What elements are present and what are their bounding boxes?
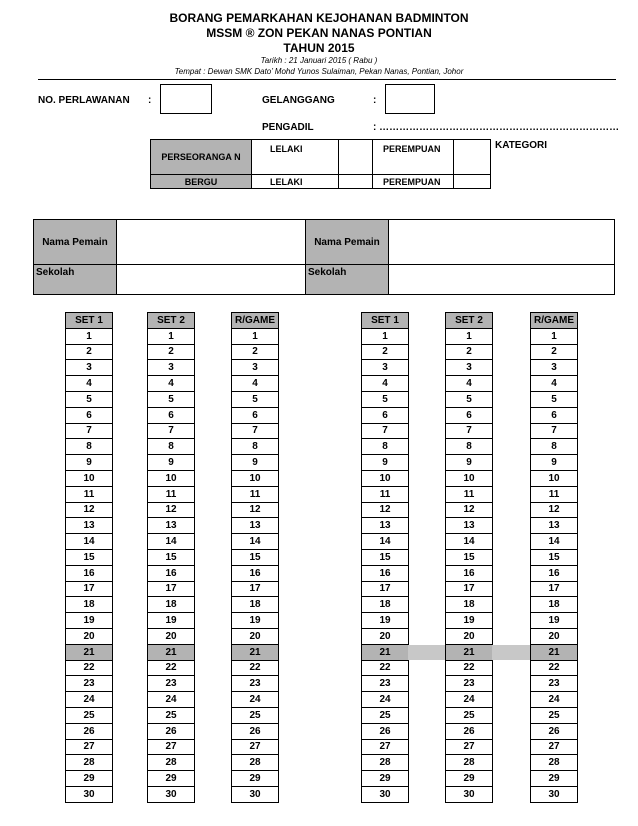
score-cell[interactable]: 7 xyxy=(148,423,195,439)
score-cell[interactable]: 12 xyxy=(66,502,113,518)
score-cell[interactable]: 13 xyxy=(232,518,279,534)
score-cell[interactable]: 5 xyxy=(66,391,113,407)
score-cell[interactable]: 4 xyxy=(66,376,113,392)
score-cell[interactable]: 28 xyxy=(66,755,113,771)
score-cell[interactable]: 30 xyxy=(66,786,113,802)
score-cell[interactable]: 21 xyxy=(66,644,113,660)
score-cell[interactable]: 29 xyxy=(232,771,279,787)
score-cell[interactable]: 19 xyxy=(232,613,279,629)
score-cell[interactable]: 9 xyxy=(362,455,409,471)
score-cell[interactable]: 20 xyxy=(66,628,113,644)
score-cell[interactable]: 4 xyxy=(232,376,279,392)
score-cell[interactable]: 17 xyxy=(66,581,113,597)
team-male-label: LELAKI xyxy=(252,175,339,189)
form-title: BORANG PEMARKAHAN KEJOHANAN BADMINTON xyxy=(169,11,469,25)
score-cell[interactable]: 22 xyxy=(446,660,493,676)
match-no-label: NO. PERLAWANAN xyxy=(38,95,130,106)
score-col-set1-left xyxy=(65,312,113,803)
score-cell[interactable]: 23 xyxy=(148,676,195,692)
score-header: SET 1 xyxy=(66,313,113,329)
score-cell[interactable]: 5 xyxy=(148,391,195,407)
header-rule xyxy=(38,79,616,80)
score-cell[interactable]: 27 xyxy=(531,739,578,755)
score-cell[interactable]: 15 xyxy=(148,549,195,565)
team-male-box[interactable] xyxy=(339,175,373,189)
score-cell[interactable]: 22 xyxy=(232,660,279,676)
umpire-label: PENGADIL xyxy=(262,122,314,133)
score-cell[interactable]: 13 xyxy=(148,518,195,534)
score-cell[interactable]: 2 xyxy=(362,344,409,360)
score-cell[interactable]: 11 xyxy=(531,486,578,502)
score-cell[interactable]: 23 xyxy=(362,676,409,692)
score-cell[interactable]: 4 xyxy=(362,376,409,392)
score-cell[interactable]: 17 xyxy=(362,581,409,597)
score-cell[interactable]: 12 xyxy=(148,502,195,518)
score-cell[interactable]: 24 xyxy=(362,692,409,708)
score-cell[interactable]: 4 xyxy=(446,376,493,392)
single-cell: PERSEORANGA N xyxy=(151,140,252,175)
score-cell[interactable]: 7 xyxy=(232,423,279,439)
score-cell[interactable]: 14 xyxy=(362,534,409,550)
name-field-left[interactable] xyxy=(117,220,306,265)
score-cell[interactable]: 8 xyxy=(446,439,493,455)
score-cell[interactable]: 4 xyxy=(148,376,195,392)
score-cell[interactable]: 9 xyxy=(446,455,493,471)
school-field-left[interactable] xyxy=(117,265,306,295)
score-header: R/GAME xyxy=(531,313,578,329)
score-cell[interactable]: 21 xyxy=(232,644,279,660)
score-cell[interactable]: 19 xyxy=(446,613,493,629)
score-cell[interactable]: 27 xyxy=(446,739,493,755)
court-colon: : xyxy=(373,95,377,106)
score-cell[interactable]: 12 xyxy=(446,502,493,518)
score-cell[interactable]: 29 xyxy=(66,771,113,787)
score-cell[interactable]: 1 xyxy=(148,328,195,344)
score-cell[interactable]: 24 xyxy=(531,692,578,708)
score-cell[interactable]: 3 xyxy=(148,360,195,376)
score-cell[interactable]: 21 xyxy=(531,644,578,660)
score-header: SET 1 xyxy=(362,313,409,329)
score-cell[interactable]: 15 xyxy=(66,549,113,565)
score-cell[interactable]: 9 xyxy=(66,455,113,471)
score-cell[interactable]: 19 xyxy=(66,613,113,629)
score-cell[interactable]: 28 xyxy=(446,755,493,771)
score-cell[interactable]: 1 xyxy=(362,328,409,344)
score-cell[interactable]: 13 xyxy=(362,518,409,534)
score-cell[interactable]: 26 xyxy=(66,723,113,739)
score-col-rgame-left xyxy=(231,312,279,803)
score-cell[interactable]: 23 xyxy=(232,676,279,692)
score-cell[interactable]: 27 xyxy=(66,739,113,755)
name-label-right: Nama Pemain xyxy=(306,220,389,265)
score-cell[interactable]: 15 xyxy=(531,549,578,565)
score-cell[interactable]: 24 xyxy=(232,692,279,708)
score-cell[interactable]: 25 xyxy=(362,707,409,723)
score-cell[interactable]: 10 xyxy=(232,470,279,486)
score-cell[interactable]: 1 xyxy=(66,328,113,344)
score-cell[interactable]: 21 xyxy=(148,644,195,660)
score-cell[interactable]: 21 xyxy=(362,644,409,660)
score-cell[interactable]: 25 xyxy=(446,707,493,723)
score-cell[interactable]: 7 xyxy=(446,423,493,439)
score-cell[interactable]: 10 xyxy=(66,470,113,486)
score-cell[interactable]: 15 xyxy=(232,549,279,565)
score-cell[interactable]: 14 xyxy=(66,534,113,550)
zone-title: MSSM ® ZON PEKAN NANAS PONTIAN xyxy=(206,26,432,40)
score-cell[interactable]: 22 xyxy=(66,660,113,676)
venue-text: Tempat : Dewan SMK Dato’ Mohd Yunos Sulaiman, Pekan Nanas, Pontian, Johor xyxy=(174,67,464,76)
score-cell[interactable]: 3 xyxy=(232,360,279,376)
score-col-rgame-right xyxy=(530,312,578,803)
score-cell[interactable]: 29 xyxy=(362,771,409,787)
score-cell[interactable]: 22 xyxy=(362,660,409,676)
score-cell[interactable]: 1 xyxy=(531,328,578,344)
team-female-box[interactable] xyxy=(454,175,491,189)
score-cell[interactable]: 2 xyxy=(232,344,279,360)
category-table xyxy=(150,139,491,189)
score-cell[interactable]: 3 xyxy=(531,360,578,376)
score-cell[interactable]: 20 xyxy=(531,628,578,644)
score-cell[interactable]: 12 xyxy=(362,502,409,518)
score-cell[interactable]: 6 xyxy=(148,407,195,423)
score-header: SET 2 xyxy=(148,313,195,329)
score-cell[interactable]: 15 xyxy=(446,549,493,565)
score-cell[interactable]: 6 xyxy=(531,407,578,423)
score-cell[interactable]: 17 xyxy=(531,581,578,597)
score-cell[interactable]: 2 xyxy=(148,344,195,360)
score-cell[interactable]: 19 xyxy=(148,613,195,629)
score-cell[interactable]: 5 xyxy=(531,391,578,407)
score-cell[interactable]: 19 xyxy=(531,613,578,629)
score-cell[interactable]: 20 xyxy=(148,628,195,644)
score-cell[interactable]: 12 xyxy=(232,502,279,518)
score-cell[interactable]: 30 xyxy=(531,786,578,802)
score-cell[interactable]: 12 xyxy=(531,502,578,518)
score-cell[interactable]: 11 xyxy=(362,486,409,502)
score-header: SET 2 xyxy=(446,313,493,329)
score-cell[interactable]: 11 xyxy=(66,486,113,502)
score-cell[interactable]: 29 xyxy=(148,771,195,787)
score-cell[interactable]: 25 xyxy=(66,707,113,723)
score-cell[interactable]: 26 xyxy=(148,723,195,739)
score-cell[interactable]: 13 xyxy=(531,518,578,534)
score-cell[interactable]: 6 xyxy=(362,407,409,423)
court-label: GELANGGANG xyxy=(262,95,335,106)
score-cell[interactable]: 18 xyxy=(531,597,578,613)
court-field[interactable] xyxy=(385,84,435,114)
score-cell[interactable]: 8 xyxy=(362,439,409,455)
score-cell[interactable]: 8 xyxy=(232,439,279,455)
score-cell[interactable]: 26 xyxy=(446,723,493,739)
score-cell[interactable]: 14 xyxy=(531,534,578,550)
score-cell[interactable]: 10 xyxy=(362,470,409,486)
school-label-right: Sekolah xyxy=(306,265,389,295)
score-cell[interactable]: 13 xyxy=(446,518,493,534)
score-col-set1-right xyxy=(361,312,409,803)
score-cell[interactable]: 3 xyxy=(66,360,113,376)
score-cell[interactable]: 7 xyxy=(531,423,578,439)
score-cell[interactable]: 9 xyxy=(148,455,195,471)
score-cell[interactable]: 15 xyxy=(362,549,409,565)
score-cell[interactable]: 16 xyxy=(232,565,279,581)
score-cell[interactable]: 18 xyxy=(148,597,195,613)
score-cell[interactable]: 24 xyxy=(66,692,113,708)
score-cell[interactable]: 26 xyxy=(531,723,578,739)
score-cell[interactable]: 6 xyxy=(446,407,493,423)
single-female-label: PEREMPUAN xyxy=(373,140,454,175)
score-cell[interactable]: 16 xyxy=(362,565,409,581)
name-label-left: Nama Pemain xyxy=(34,220,117,265)
team-cell: BERGU xyxy=(151,175,252,189)
score-cell[interactable]: 25 xyxy=(232,707,279,723)
score-cell[interactable]: 10 xyxy=(531,470,578,486)
score-cell[interactable]: 2 xyxy=(446,344,493,360)
score-cell[interactable]: 20 xyxy=(446,628,493,644)
score-cell[interactable]: 5 xyxy=(232,391,279,407)
row21-connector-2 xyxy=(492,645,530,660)
score-cell[interactable]: 11 xyxy=(446,486,493,502)
score-cell[interactable]: 18 xyxy=(446,597,493,613)
name-field-right[interactable] xyxy=(389,220,615,265)
score-cell[interactable]: 24 xyxy=(446,692,493,708)
score-cell[interactable]: 3 xyxy=(362,360,409,376)
score-cell[interactable]: 18 xyxy=(66,597,113,613)
match-no-colon: : xyxy=(148,95,152,106)
score-cell[interactable]: 14 xyxy=(446,534,493,550)
score-cell[interactable]: 14 xyxy=(232,534,279,550)
score-cell[interactable]: 8 xyxy=(531,439,578,455)
score-cell[interactable]: 23 xyxy=(66,676,113,692)
single-male-label: LELAKI xyxy=(252,140,339,175)
score-cell[interactable]: 2 xyxy=(531,344,578,360)
score-cell[interactable]: 2 xyxy=(66,344,113,360)
score-cell[interactable]: 27 xyxy=(148,739,195,755)
score-cell[interactable]: 29 xyxy=(531,771,578,787)
score-cell[interactable]: 7 xyxy=(66,423,113,439)
date-text: Tarikh : 21 Januari 2015 ( Rabu ) xyxy=(260,56,378,65)
score-cell[interactable]: 9 xyxy=(232,455,279,471)
school-field-right[interactable] xyxy=(389,265,615,295)
match-no-field[interactable] xyxy=(160,84,212,114)
score-cell[interactable]: 30 xyxy=(148,786,195,802)
umpire-field[interactable]: : ……………………………………………………………… xyxy=(373,122,620,133)
score-col-set2-left xyxy=(147,312,195,803)
score-cell[interactable]: 27 xyxy=(362,739,409,755)
score-cell[interactable]: 17 xyxy=(446,581,493,597)
score-cell[interactable]: 20 xyxy=(232,628,279,644)
score-cell[interactable]: 30 xyxy=(232,786,279,802)
score-cell[interactable]: 22 xyxy=(531,660,578,676)
single-male-box[interactable] xyxy=(339,140,373,175)
score-cell[interactable]: 22 xyxy=(148,660,195,676)
score-cell[interactable]: 25 xyxy=(531,707,578,723)
score-cell[interactable]: 17 xyxy=(232,581,279,597)
score-cell[interactable]: 6 xyxy=(232,407,279,423)
players-table xyxy=(33,219,615,295)
score-cell[interactable]: 16 xyxy=(531,565,578,581)
score-cell[interactable]: 13 xyxy=(66,518,113,534)
score-cell[interactable]: 23 xyxy=(531,676,578,692)
score-cell[interactable]: 10 xyxy=(446,470,493,486)
score-cell[interactable]: 7 xyxy=(362,423,409,439)
score-cell[interactable]: 14 xyxy=(148,534,195,550)
score-cell[interactable]: 3 xyxy=(446,360,493,376)
score-cell[interactable]: 18 xyxy=(362,597,409,613)
single-female-box[interactable] xyxy=(454,140,491,175)
score-cell[interactable]: 28 xyxy=(232,755,279,771)
score-cell[interactable]: 21 xyxy=(446,644,493,660)
score-cell[interactable]: 27 xyxy=(232,739,279,755)
score-cell[interactable]: 19 xyxy=(362,613,409,629)
score-cell[interactable]: 23 xyxy=(446,676,493,692)
score-cell[interactable]: 1 xyxy=(232,328,279,344)
score-cell[interactable]: 16 xyxy=(446,565,493,581)
score-cell[interactable]: 28 xyxy=(148,755,195,771)
score-cell[interactable]: 1 xyxy=(446,328,493,344)
score-cell[interactable]: 30 xyxy=(446,786,493,802)
score-cell[interactable]: 29 xyxy=(446,771,493,787)
team-female-label: PEREMPUAN xyxy=(373,175,454,189)
score-cell[interactable]: 24 xyxy=(148,692,195,708)
school-label-left: Sekolah xyxy=(34,265,117,295)
score-cell[interactable]: 28 xyxy=(362,755,409,771)
score-col-set2-right xyxy=(445,312,493,803)
score-cell[interactable]: 5 xyxy=(446,391,493,407)
score-cell[interactable]: 18 xyxy=(232,597,279,613)
score-cell[interactable]: 8 xyxy=(66,439,113,455)
score-cell[interactable]: 9 xyxy=(531,455,578,471)
score-cell[interactable]: 4 xyxy=(531,376,578,392)
score-cell[interactable]: 26 xyxy=(232,723,279,739)
year-title: TAHUN 2015 xyxy=(283,41,355,55)
score-cell[interactable]: 17 xyxy=(148,581,195,597)
score-cell[interactable]: 16 xyxy=(66,565,113,581)
score-cell[interactable]: 30 xyxy=(362,786,409,802)
category-label: KATEGORI xyxy=(495,140,548,151)
score-cell[interactable]: 16 xyxy=(148,565,195,581)
score-cell[interactable]: 26 xyxy=(362,723,409,739)
score-cell[interactable]: 11 xyxy=(148,486,195,502)
score-cell[interactable]: 8 xyxy=(148,439,195,455)
score-cell[interactable]: 25 xyxy=(148,707,195,723)
score-header: R/GAME xyxy=(232,313,279,329)
score-cell[interactable]: 5 xyxy=(362,391,409,407)
score-cell[interactable]: 28 xyxy=(531,755,578,771)
score-cell[interactable]: 11 xyxy=(232,486,279,502)
score-cell[interactable]: 20 xyxy=(362,628,409,644)
score-cell[interactable]: 10 xyxy=(148,470,195,486)
row21-connector-1 xyxy=(408,645,445,660)
score-cell[interactable]: 6 xyxy=(66,407,113,423)
